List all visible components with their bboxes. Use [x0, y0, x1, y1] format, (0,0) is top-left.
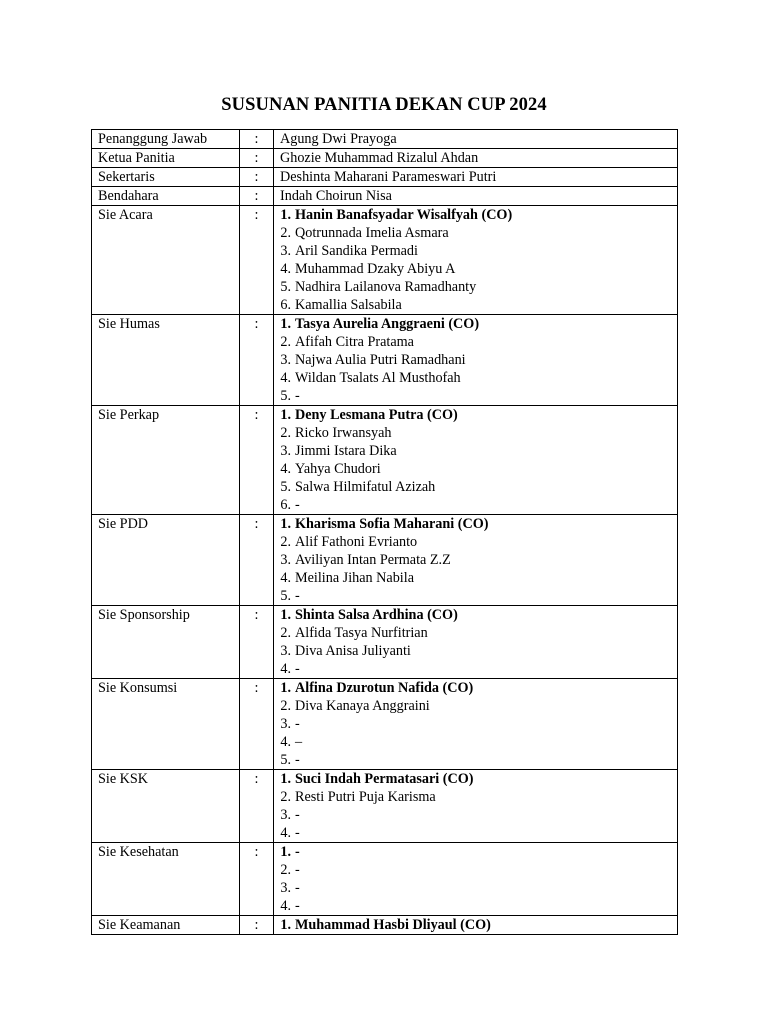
table-row	[92, 916, 678, 935]
table-row	[92, 679, 678, 770]
member-name: Deshinta Maharani Parameswari Putri	[274, 168, 678, 187]
member-item	[277, 861, 677, 879]
member-item	[277, 660, 677, 678]
member-name: Shinta Salsa Ardhina (CO)	[295, 607, 458, 623]
table-row	[92, 770, 678, 843]
item-number: 4.	[280, 570, 291, 586]
item-number: 4.	[280, 825, 291, 841]
member-item	[277, 424, 677, 442]
member-item	[277, 879, 677, 897]
colon-separator: :	[240, 515, 274, 606]
member-name: -	[295, 661, 300, 677]
role-cell: Sie Sponsorship	[92, 606, 240, 679]
item-number: 5.	[280, 388, 291, 404]
colon-separator: :	[240, 315, 274, 406]
page-title: SUSUNAN PANITIA DEKAN CUP 2024	[221, 95, 547, 115]
member-item	[277, 296, 677, 314]
member-name: Diva Anisa Juliyanti	[295, 643, 411, 659]
members-cell	[274, 406, 678, 515]
colon-separator: :	[240, 406, 274, 515]
role-cell: Ketua Panitia	[92, 149, 240, 168]
member-item	[277, 569, 677, 587]
member-name: Aril Sandika Permadi	[295, 243, 418, 259]
member-item	[277, 806, 677, 824]
role-cell: Sie KSK	[92, 770, 240, 843]
coordinator-item	[277, 315, 677, 333]
table-row	[92, 843, 678, 916]
colon-separator: :	[240, 187, 274, 206]
member-name: Wildan Tsalats Al Musthofah	[295, 370, 461, 386]
colon-separator: :	[240, 168, 274, 187]
member-name: Muhammad Dzaky Abiyu A	[295, 261, 456, 277]
role-cell: Sie PDD	[92, 515, 240, 606]
member-item	[277, 387, 677, 405]
item-number: 1.	[280, 407, 291, 423]
item-number: 2.	[280, 789, 291, 805]
item-number: 5.	[280, 752, 291, 768]
member-name: -	[295, 716, 300, 732]
item-number: 1.	[280, 516, 291, 532]
item-number: 4.	[280, 734, 291, 750]
item-number: 1.	[280, 207, 291, 223]
member-item	[277, 533, 677, 551]
member-item	[277, 715, 677, 733]
member-item	[277, 496, 677, 514]
item-number: 1.	[280, 917, 291, 933]
member-name: Kamallia Salsabila	[295, 297, 402, 313]
member-item	[277, 751, 677, 769]
member-name: Qotrunnada Imelia Asmara	[295, 225, 449, 241]
colon-separator: :	[240, 149, 274, 168]
colon-separator: :	[240, 206, 274, 315]
item-number: 3.	[280, 716, 291, 732]
coordinator-item	[277, 770, 677, 788]
member-item	[277, 897, 677, 915]
member-name: Salwa Hilmifatul Azizah	[295, 479, 436, 495]
table-row	[92, 206, 678, 315]
member-item	[277, 351, 677, 369]
role-cell: Sie Keamanan	[92, 916, 240, 935]
member-item	[277, 642, 677, 660]
members-cell	[274, 770, 678, 843]
member-name: Ricko Irwansyah	[295, 425, 392, 441]
member-item	[277, 278, 677, 296]
member-name: Afifah Citra Pratama	[295, 334, 414, 350]
committee-table	[91, 129, 678, 935]
members-cell	[274, 315, 678, 406]
member-name: Alfida Tasya Nurfitrian	[295, 625, 428, 641]
colon-separator: :	[240, 679, 274, 770]
member-name: Yahya Chudori	[295, 461, 381, 477]
member-name: -	[295, 898, 300, 914]
table-row	[92, 130, 678, 149]
table-row	[92, 315, 678, 406]
member-item	[277, 478, 677, 496]
member-item	[277, 224, 677, 242]
item-number: 2.	[280, 625, 291, 641]
item-number: 5.	[280, 279, 291, 295]
table-row	[92, 149, 678, 168]
item-number: 4.	[280, 898, 291, 914]
item-number: 6.	[280, 297, 291, 313]
role-cell: Sie Humas	[92, 315, 240, 406]
item-number: 2.	[280, 534, 291, 550]
coordinator-item	[277, 606, 677, 624]
members-cell	[274, 206, 678, 315]
member-item	[277, 587, 677, 605]
item-number: 5.	[280, 588, 291, 604]
colon-separator: :	[240, 130, 274, 149]
colon-separator: :	[240, 606, 274, 679]
member-name: Alfina Dzurotun Nafida (CO)	[295, 680, 474, 696]
member-name: -	[295, 807, 300, 823]
member-name: Najwa Aulia Putri Ramadhani	[295, 352, 466, 368]
item-number: 2.	[280, 425, 291, 441]
item-number: 2.	[280, 334, 291, 350]
member-name: Tasya Aurelia Anggraeni (CO)	[295, 316, 480, 332]
item-number: 4.	[280, 661, 291, 677]
member-name: -	[295, 825, 300, 841]
colon-separator: :	[240, 843, 274, 916]
member-name: -	[295, 752, 300, 768]
member-name: Muhammad Hasbi Dliyaul (CO)	[295, 917, 491, 933]
coordinator-item	[277, 206, 677, 224]
item-number: 1.	[280, 844, 291, 860]
member-name: Aviliyan Intan Permata Z.Z	[295, 552, 451, 568]
role-cell: Penanggung Jawab	[92, 130, 240, 149]
role-cell: Sekertaris	[92, 168, 240, 187]
member-item	[277, 260, 677, 278]
table-row	[92, 187, 678, 206]
item-number: 6.	[280, 497, 291, 513]
member-name: -	[295, 388, 300, 404]
member-name: Resti Putri Puja Karisma	[295, 789, 436, 805]
member-name: Jimmi Istara Dika	[295, 443, 397, 459]
member-name: -	[295, 588, 300, 604]
members-cell	[274, 679, 678, 770]
members-cell	[274, 515, 678, 606]
member-item	[277, 242, 677, 260]
member-name: –	[295, 734, 303, 750]
member-name: Meilina Jihan Nabila	[295, 570, 414, 586]
item-number: 1.	[280, 607, 291, 623]
member-name: -	[295, 844, 300, 860]
item-number: 1.	[280, 771, 291, 787]
member-item	[277, 442, 677, 460]
member-item	[277, 551, 677, 569]
table-row	[92, 168, 678, 187]
member-item	[277, 624, 677, 642]
role-cell: Sie Kesehatan	[92, 843, 240, 916]
member-name: Diva Kanaya Anggraini	[295, 698, 430, 714]
member-item	[277, 369, 677, 387]
coordinator-item	[277, 515, 677, 533]
members-cell	[274, 916, 678, 935]
coordinator-item	[277, 843, 677, 861]
member-name: Suci Indah Permatasari (CO)	[295, 771, 474, 787]
item-number: 2.	[280, 862, 291, 878]
member-item	[277, 733, 677, 751]
member-name: -	[295, 497, 300, 513]
member-item	[277, 788, 677, 806]
member-item	[277, 697, 677, 715]
member-name: Indah Choirun Nisa	[274, 187, 678, 206]
coordinator-item	[277, 406, 677, 424]
item-number: 5.	[280, 479, 291, 495]
item-number: 3.	[280, 643, 291, 659]
role-cell: Sie Acara	[92, 206, 240, 315]
member-name: Kharisma Sofia Maharani (CO)	[295, 516, 489, 532]
member-name: Agung Dwi Prayoga	[274, 130, 678, 149]
member-item	[277, 333, 677, 351]
member-name: Nadhira Lailanova Ramadhanty	[295, 279, 477, 295]
coordinator-item	[277, 679, 677, 697]
item-number: 3.	[280, 243, 291, 259]
role-cell: Bendahara	[92, 187, 240, 206]
role-cell: Sie Konsumsi	[92, 679, 240, 770]
item-number: 1.	[280, 316, 291, 332]
members-cell	[274, 606, 678, 679]
table-row	[92, 406, 678, 515]
item-number: 2.	[280, 698, 291, 714]
colon-separator: :	[240, 916, 274, 935]
coordinator-item	[277, 916, 677, 934]
item-number: 3.	[280, 352, 291, 368]
member-item	[277, 460, 677, 478]
item-number: 2.	[280, 225, 291, 241]
role-cell: Sie Perkap	[92, 406, 240, 515]
member-name: Deny Lesmana Putra (CO)	[295, 407, 458, 423]
table-row	[92, 515, 678, 606]
item-number: 3.	[280, 443, 291, 459]
colon-separator: :	[240, 770, 274, 843]
item-number: 3.	[280, 880, 291, 896]
member-item	[277, 824, 677, 842]
item-number: 4.	[280, 461, 291, 477]
item-number: 3.	[280, 807, 291, 823]
members-cell	[274, 843, 678, 916]
item-number: 1.	[280, 680, 291, 696]
item-number: 4.	[280, 261, 291, 277]
member-name: Ghozie Muhammad Rizalul Ahdan	[274, 149, 678, 168]
table-row	[92, 606, 678, 679]
item-number: 3.	[280, 552, 291, 568]
member-name: Alif Fathoni Evrianto	[295, 534, 418, 550]
member-name: Hanin Banafsyadar Wisalfyah (CO)	[295, 207, 513, 223]
item-number: 4.	[280, 370, 291, 386]
member-name: -	[295, 880, 300, 896]
member-name: -	[295, 862, 300, 878]
